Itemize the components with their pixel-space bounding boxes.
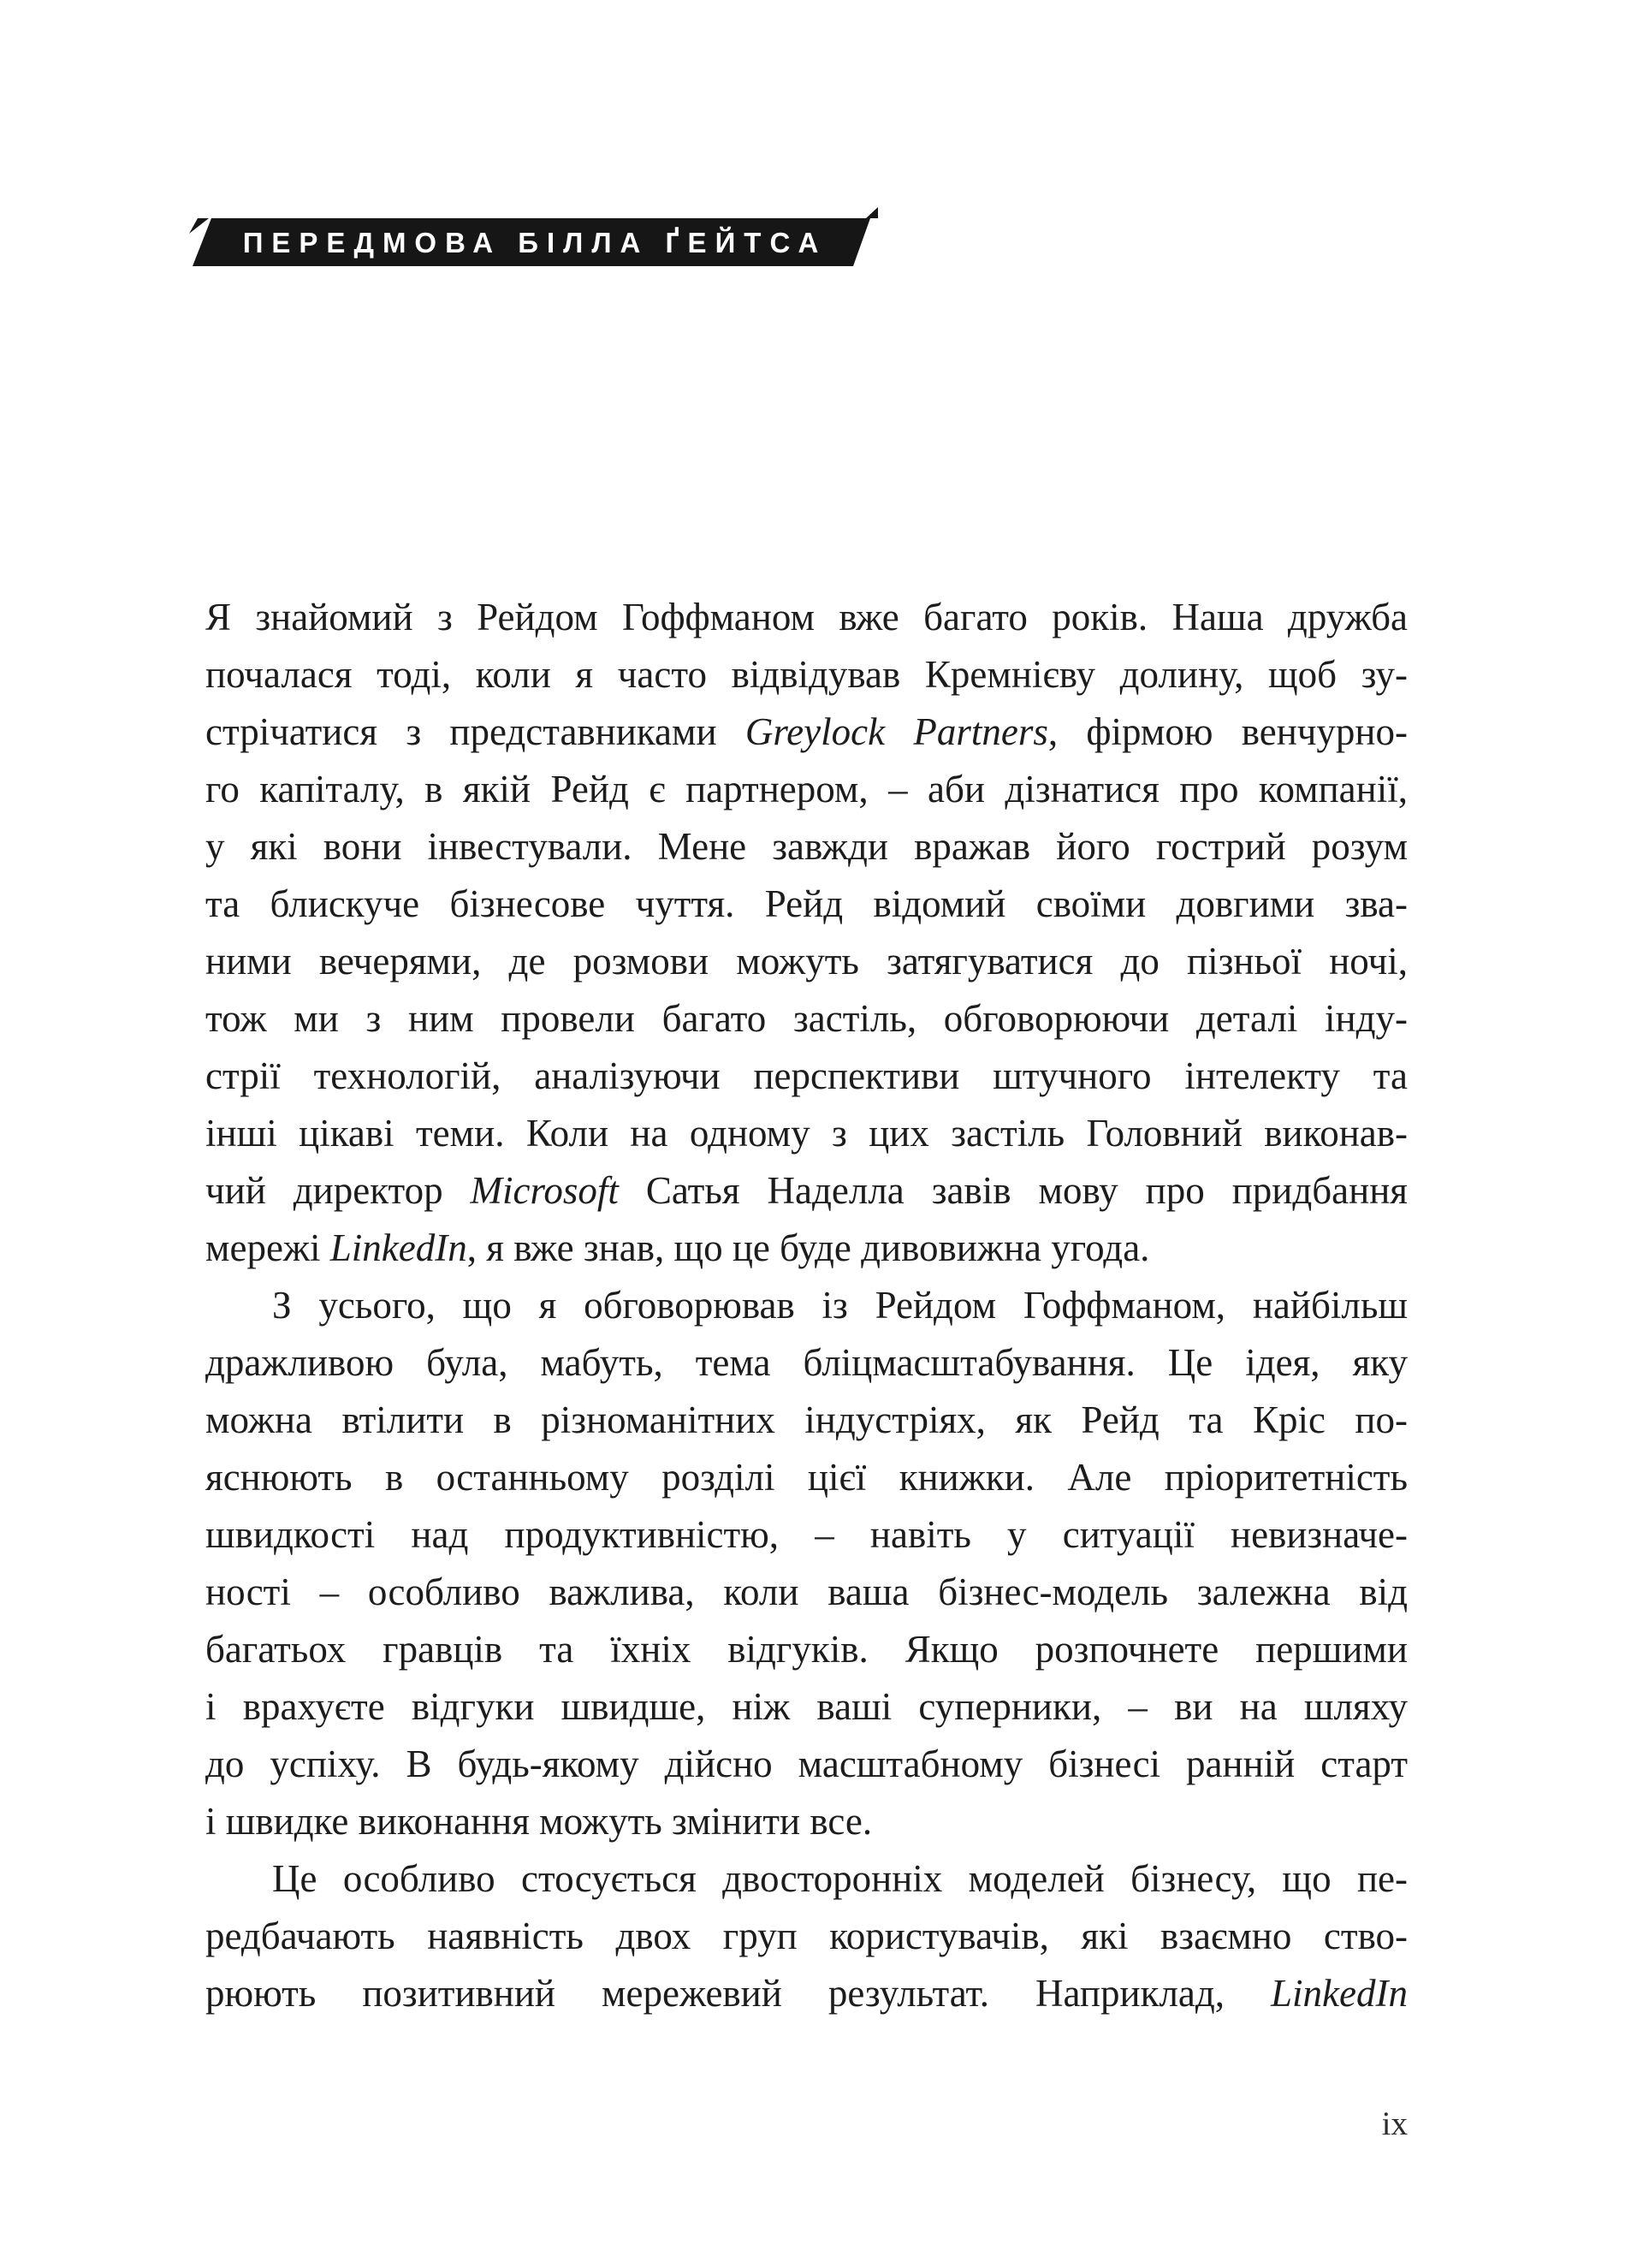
text-run: Сатья Наделла завів мову про придбання [618, 1169, 1408, 1212]
text-line [205, 1334, 1408, 1392]
text-line [205, 761, 1408, 818]
text-line [205, 1220, 1408, 1277]
text-line [205, 933, 1408, 990]
text-line [205, 1162, 1408, 1220]
body-text [205, 589, 1408, 2022]
text-run: Це особливо стосується двосторонніх моделей бізнесу, що пе- [272, 1857, 1408, 1900]
banner-flick-left-icon [189, 218, 209, 234]
text-line [205, 704, 1408, 761]
chapter-title: ПЕРЕДМОВА БІЛЛА ҐЕЙТСА [242, 227, 827, 258]
text-run: мережі [205, 1226, 330, 1269]
italic-text-run: Microsoft [470, 1169, 619, 1212]
italic-text-run: LinkedIn [329, 1226, 467, 1269]
text-run: інші цікаві теми. Коли на одному з цих застіль Головний виконав- [205, 1112, 1408, 1155]
text-run: редбачають наявність двох груп користувачів, які взаємно ство- [205, 1915, 1408, 1957]
text-run: багатьох гравців та їхніх відгуків. Якщо розпочнете першими [205, 1628, 1408, 1671]
text-line [205, 1392, 1408, 1449]
italic-text-run: Greylock Partners [744, 710, 1048, 753]
text-run: ними вечерями, де розмови можуть затягуватися до пізньої ночі, [205, 940, 1408, 983]
text-line [205, 1048, 1408, 1105]
text-line [205, 1965, 1408, 2022]
text-line [205, 1449, 1408, 1506]
text-run: стрічатися з представниками [205, 710, 745, 753]
text-run: яснюють в останньому розділі цієї книжки. Але пріоритетність [205, 1456, 1408, 1499]
text-run: до успіху. В будь-якому дійсно масштабному бізнесі ранній старт [205, 1743, 1408, 1785]
text-run: почалася тоді, коли я часто відвідував Кремнієву долину, щоб зу- [205, 653, 1408, 696]
text-line [205, 1105, 1408, 1162]
text-run: го капіталу, в якій Рейд є партнером, – аби дізнатися про компанії, [205, 768, 1408, 810]
text-run: ності – особливо важлива, коли ваша бізнес-модель залежна від [205, 1570, 1408, 1613]
text-run: , я вже знав, що це буде дивовижна угода. [466, 1226, 1150, 1269]
text-run: чий директор [205, 1169, 471, 1212]
text-line [205, 1850, 1408, 1908]
page-number: ix [1381, 2105, 1408, 2142]
text-run: тож ми з ним провели багато застіль, обговорюючи деталі інду- [205, 997, 1408, 1040]
text-run: Я знайомий з Рейдом Гоффманом вже багато років. Наша дружба [205, 596, 1408, 638]
text-line [205, 818, 1408, 876]
text-run: дражливою була, мабуть, тема бліцмасштабування. Це ідея, яку [205, 1341, 1408, 1384]
text-line [205, 1277, 1408, 1334]
text-line [205, 990, 1408, 1048]
text-line [205, 1908, 1408, 1965]
text-run: стрії технологій, аналізуючи перспективи штучного інтелекту та [205, 1054, 1408, 1097]
text-line [205, 1506, 1408, 1564]
text-run: у які вони інвестували. Мене завжди вражав його гострий розум [205, 825, 1408, 868]
text-line [205, 876, 1408, 933]
italic-text-run: LinkedIn [1271, 1972, 1408, 2015]
text-run: і врахуєте відгуки швидше, ніж ваші суперники, – ви на шляху [205, 1685, 1408, 1728]
banner-flick-right-icon [866, 207, 878, 218]
text-line [205, 1793, 1408, 1850]
chapter-banner [182, 205, 893, 274]
text-run: З усього, що я обговорював із Рейдом Гоффманом, найбільш [272, 1284, 1408, 1327]
text-line [205, 646, 1408, 704]
text-run: швидкості над продуктивністю, – навіть у ситуації невизначе- [205, 1513, 1408, 1556]
text-line [205, 1564, 1408, 1621]
text-run: , фірмою венчурно- [1047, 710, 1408, 753]
text-run: рюють позитивний мережевий результат. Наприклад, [205, 1972, 1272, 2015]
text-run: та блискуче бізнесове чуття. Рейд відомий своїми довгими зва- [205, 882, 1408, 925]
text-line [205, 1736, 1408, 1793]
text-line [205, 589, 1408, 646]
text-run: можна втілити в різноманітних індустріях, як Рейд та Кріс по- [205, 1398, 1408, 1441]
text-line [205, 1678, 1408, 1736]
text-run: і швидке виконання можуть змінити все. [205, 1800, 873, 1843]
text-line [205, 1621, 1408, 1678]
